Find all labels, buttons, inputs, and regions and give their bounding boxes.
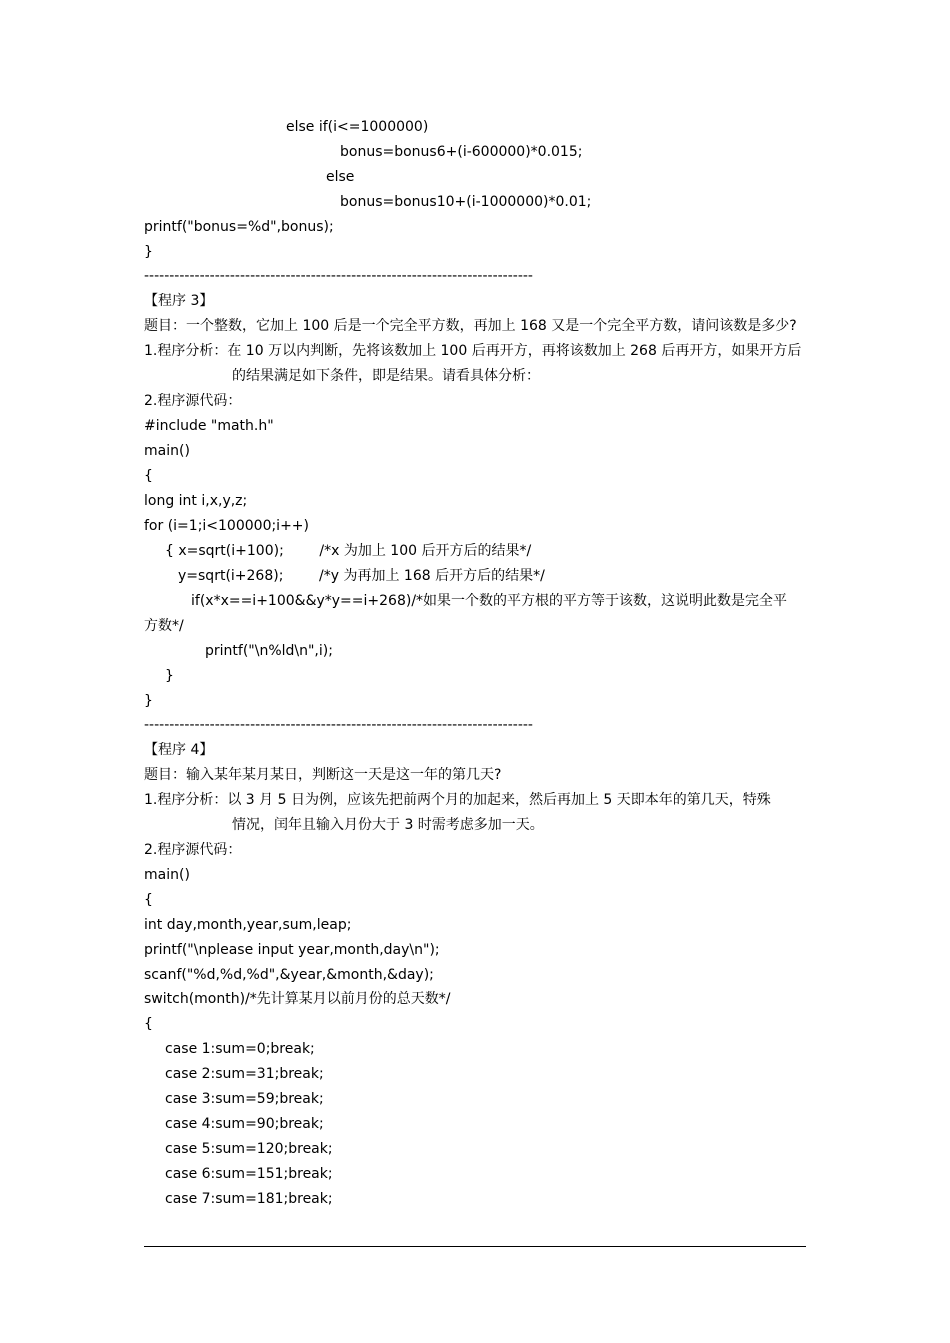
code-line: printf("\nplease input year,month,day\n"); — [144, 942, 440, 958]
code-line: case 1:sum=0;break; — [165, 1041, 315, 1057]
code-line: bonus=bonus10+(i-1000000)*0.01; — [340, 194, 592, 210]
code-line: printf("\n%ld\n",i); — [205, 643, 333, 659]
code-line: printf("bonus=%d",bonus); — [144, 219, 334, 235]
section-divider: ----------------------------------------------------------------------------- — [144, 268, 533, 284]
code-line: case 3:sum=59;break; — [165, 1091, 324, 1107]
code-line: case 7:sum=181;break; — [165, 1191, 333, 1207]
code-line: { x=sqrt(i+100); /*x 为加上 100 后开方后的结果*/ — [165, 543, 532, 559]
section-divider: ----------------------------------------------------------------------------- — [144, 717, 533, 733]
code-line: } — [165, 668, 174, 684]
code-line: case 6:sum=151;break; — [165, 1166, 333, 1182]
code-line: 方数*/ — [144, 618, 184, 634]
code-line: else — [326, 169, 355, 185]
code-line: scanf("%d,%d,%d",&year,&month,&day); — [144, 967, 434, 983]
source-label: 2.程序源代码： — [144, 393, 242, 409]
program-analysis-cont: 的结果满足如下条件，即是结果。请看具体分析： — [232, 368, 540, 384]
program-analysis: 1.程序分析：在 10 万以内判断，先将该数加上 100 后再开方，再将该数加上 268 后再开方，如果开方后 — [144, 343, 802, 359]
code-line: long int i,x,y,z; — [144, 493, 248, 509]
code-line: bonus=bonus6+(i-600000)*0.015; — [340, 144, 583, 160]
code-line: if(x*x==i+100&&y*y==i+268)/*如果一个数的平方根的平方等于该数，这说明此数是完全平 — [191, 593, 788, 609]
program-heading: 【程序 3】 — [144, 293, 214, 309]
code-line: { — [144, 1016, 153, 1032]
code-line: y=sqrt(i+268); /*y 为再加上 168 后开方后的结果*/ — [178, 568, 545, 584]
source-label: 2.程序源代码： — [144, 842, 242, 858]
code-line: } — [144, 244, 153, 260]
page-footer-rule — [144, 1246, 806, 1247]
code-line: else if(i<=1000000) — [286, 119, 429, 135]
program-analysis-cont: 情况，闰年且输入月份大于 3 时需考虑多加一天。 — [232, 817, 544, 833]
code-line: int day,month,year,sum,leap; — [144, 917, 352, 933]
code-line: main() — [144, 443, 190, 459]
code-line: } — [144, 693, 153, 709]
program-heading: 【程序 4】 — [144, 742, 214, 758]
program-analysis: 1.程序分析：以 3 月 5 日为例，应该先把前两个月的加起来，然后再加上 5 天即本年的第几天，特殊 — [144, 792, 771, 808]
code-line: #include "math.h" — [144, 418, 274, 434]
code-line: for (i=1;i<100000;i++) — [144, 518, 309, 534]
code-line: { — [144, 468, 153, 484]
code-line: main() — [144, 867, 190, 883]
code-line: case 5:sum=120;break; — [165, 1141, 333, 1157]
code-line: case 2:sum=31;break; — [165, 1066, 324, 1082]
program-question: 题目：输入某年某月某日，判断这一天是这一年的第几天? — [144, 767, 502, 783]
code-line: case 4:sum=90;break; — [165, 1116, 324, 1132]
code-line: { — [144, 892, 153, 908]
code-line: switch(month)/*先计算某月以前月份的总天数*/ — [144, 991, 451, 1007]
program-question: 题目：一个整数，它加上 100 后是一个完全平方数，再加上 168 又是一个完全平方数，请问该数是多少? — [144, 318, 797, 334]
